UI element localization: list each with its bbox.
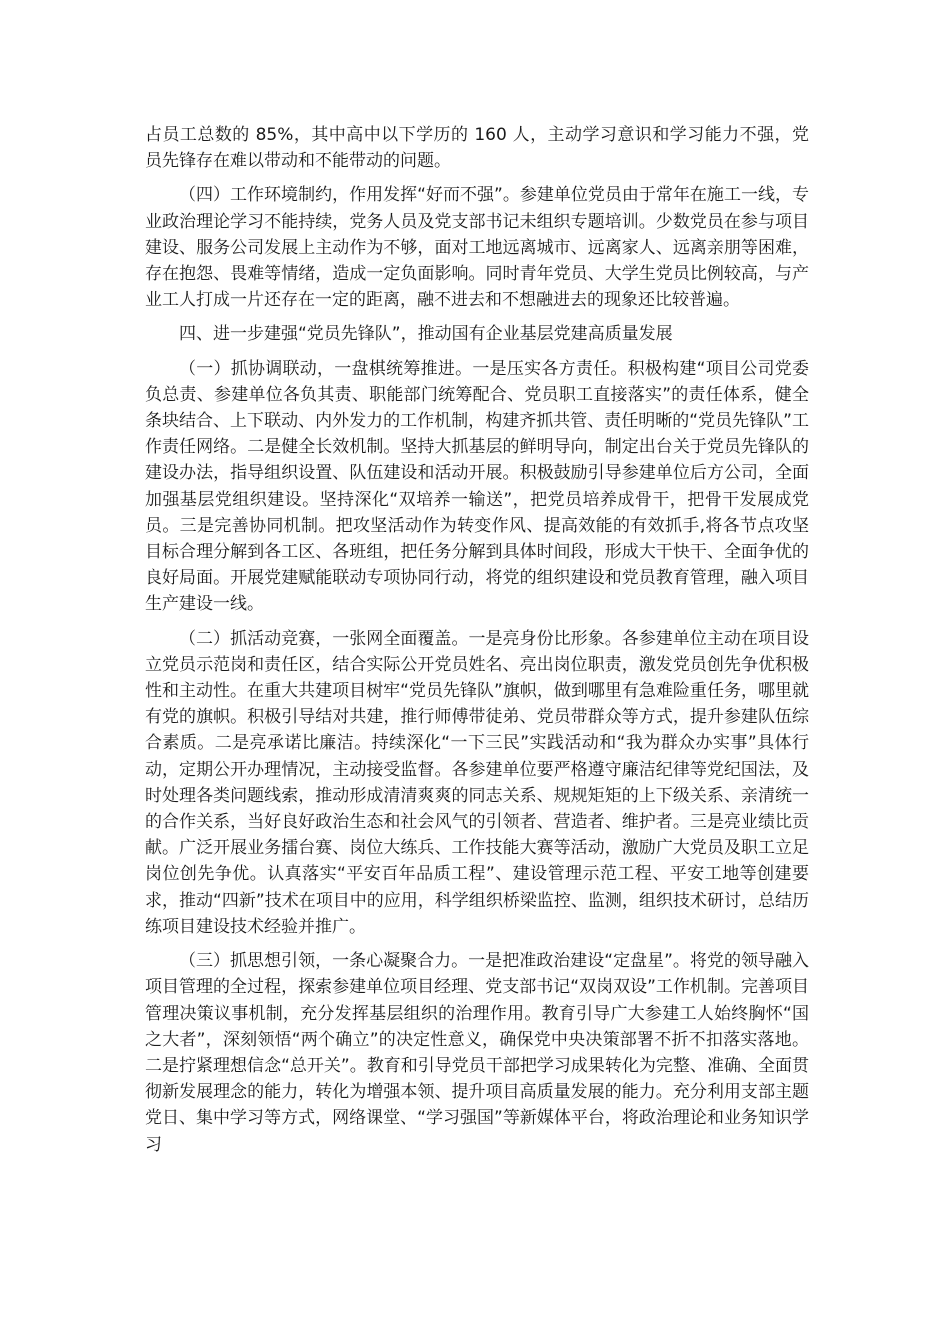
- paragraph-section-4-item-1: （一）抓协调联动，一盘棋统筹推进。一是压实各方责任。积极构建“项目公司党委负总责、参建单位各负其责、职能部门统筹配合、党员职工直接落实”的责任体系，健全条块结合、上下联动、内外发力的工作机制，构建齐抓共管、责任明晰的“党员先锋队”工作责任网络。二是健全长效机制。坚持大抓基层的鲜明导向，制定出台关于党员先锋队的建设办法，指导组织设置、队伍建设和活动开展。积极鼓励引导参建单位后方公司，全面加强基层党组织建设。坚持深化“双培养一输送”，把党员培养成骨干，把骨干发展成党员。三是完善协同机制。把攻坚活动作为转变作风、提高效能的有效抓手,将各节点攻坚目标合理分解到各工区、各班组，把任务分解到具体时间段，形成大干快干、全面争优的良好局面。开展党建赋能联动专项协同行动，将党的组织建设和党员教育管理，融入项目生产建设一线。: [145, 358, 809, 615]
- paragraph-section-4-item-3: （三）抓思想引领，一条心凝聚合力。一是把准政治建设“定盘星”。将党的领导融入项目管理的全过程，探索参建单位项目经理、党支部书记“双岗双设”工作机制。完善项目管理决策议事机制，充分发挥基层组织的治理作用。教育引导广大参建工人始终胸怀“国之大者”，深刻领悟“两个确立”的决定性意义，确保党中央决策部署不折不扣落实落地。二是拧紧理想信念“总开关”。教育和引导党员干部把学习成果转化为完整、准确、全面贯彻新发展理念的能力，转化为增强本领、提升项目高质量发展的能力。充分利用支部主题党日、集中学习等方式，网络课堂、“学习强国”等新媒体平台，将政治理论和业务知识学习: [145, 951, 809, 1155]
- section-heading-4: 四、进一步建强“党员先锋队”，推动国有企业基层党建高质量发展: [179, 324, 673, 345]
- paragraph-section-3-item-4: （四）工作环境制约，作用发挥“好而不强”。参建单位党员由于常年在施工一线，专业政治理论学习不能持续，党务人员及党支部书记未组织专题培训。少数党员在参与项目建设、服务公司发展上主动作为不够，面对工地远离城市、远离家人、远离亲朋等困难，存在抱怨、畏难等情绪，造成一定负面影响。同时青年党员、大学生党员比例较高，与产业工人打成一片还存在一定的距离，融不进去和不想融进去的现象还比较普遍。: [145, 185, 809, 311]
- document-page: [145, 122, 809, 1166]
- paragraph-section-4-item-2: （二）抓活动竞赛，一张网全面覆盖。一是亮身份比形象。各参建单位主动在项目设立党员示范岗和责任区，结合实际公开党员姓名、亮出岗位职责，激发党员创先争优积极性和主动性。在重大共建项目树牢“党员先锋队”旗帜，做到哪里有急难险重任务，哪里就有党的旗帜。积极引导结对共建，推行师傅带徒弟、党员带群众等方式，提升参建队伍综合素质。二是亮承诺比廉洁。持续深化“一下三民”实践活动和“我为群众办实事”具体行动，定期公开办理情况，主动接受监督。各参建单位要严格遵守廉洁纪律等党纪国法，及时处理各类问题线索，推动形成清清爽爽的同志关系、规规矩矩的上下级关系、亲清统一的合作关系，当好良好政治生态和社会风气的引领者、营造者、维护者。三是亮业绩比贡献。广泛开展业务擂台赛、岗位大练兵、工作技能大赛等活动，激励广大党员及职工立足岗位创先争优。认真落实“平安百年品质工程”、建设管理示范工程、平安工地等创建要求，推动“四新”技术在项目中的应用，科学组织桥梁监控、监测，组织技术研讨，总结历练项目建设技术经验并推广。: [145, 628, 809, 937]
- paragraph-continuation: 占员工总数的 85%，其中高中以下学历的 160 人，主动学习意识和学习能力不强，党员先锋存在难以带动和不能带动的问题。: [145, 125, 809, 172]
